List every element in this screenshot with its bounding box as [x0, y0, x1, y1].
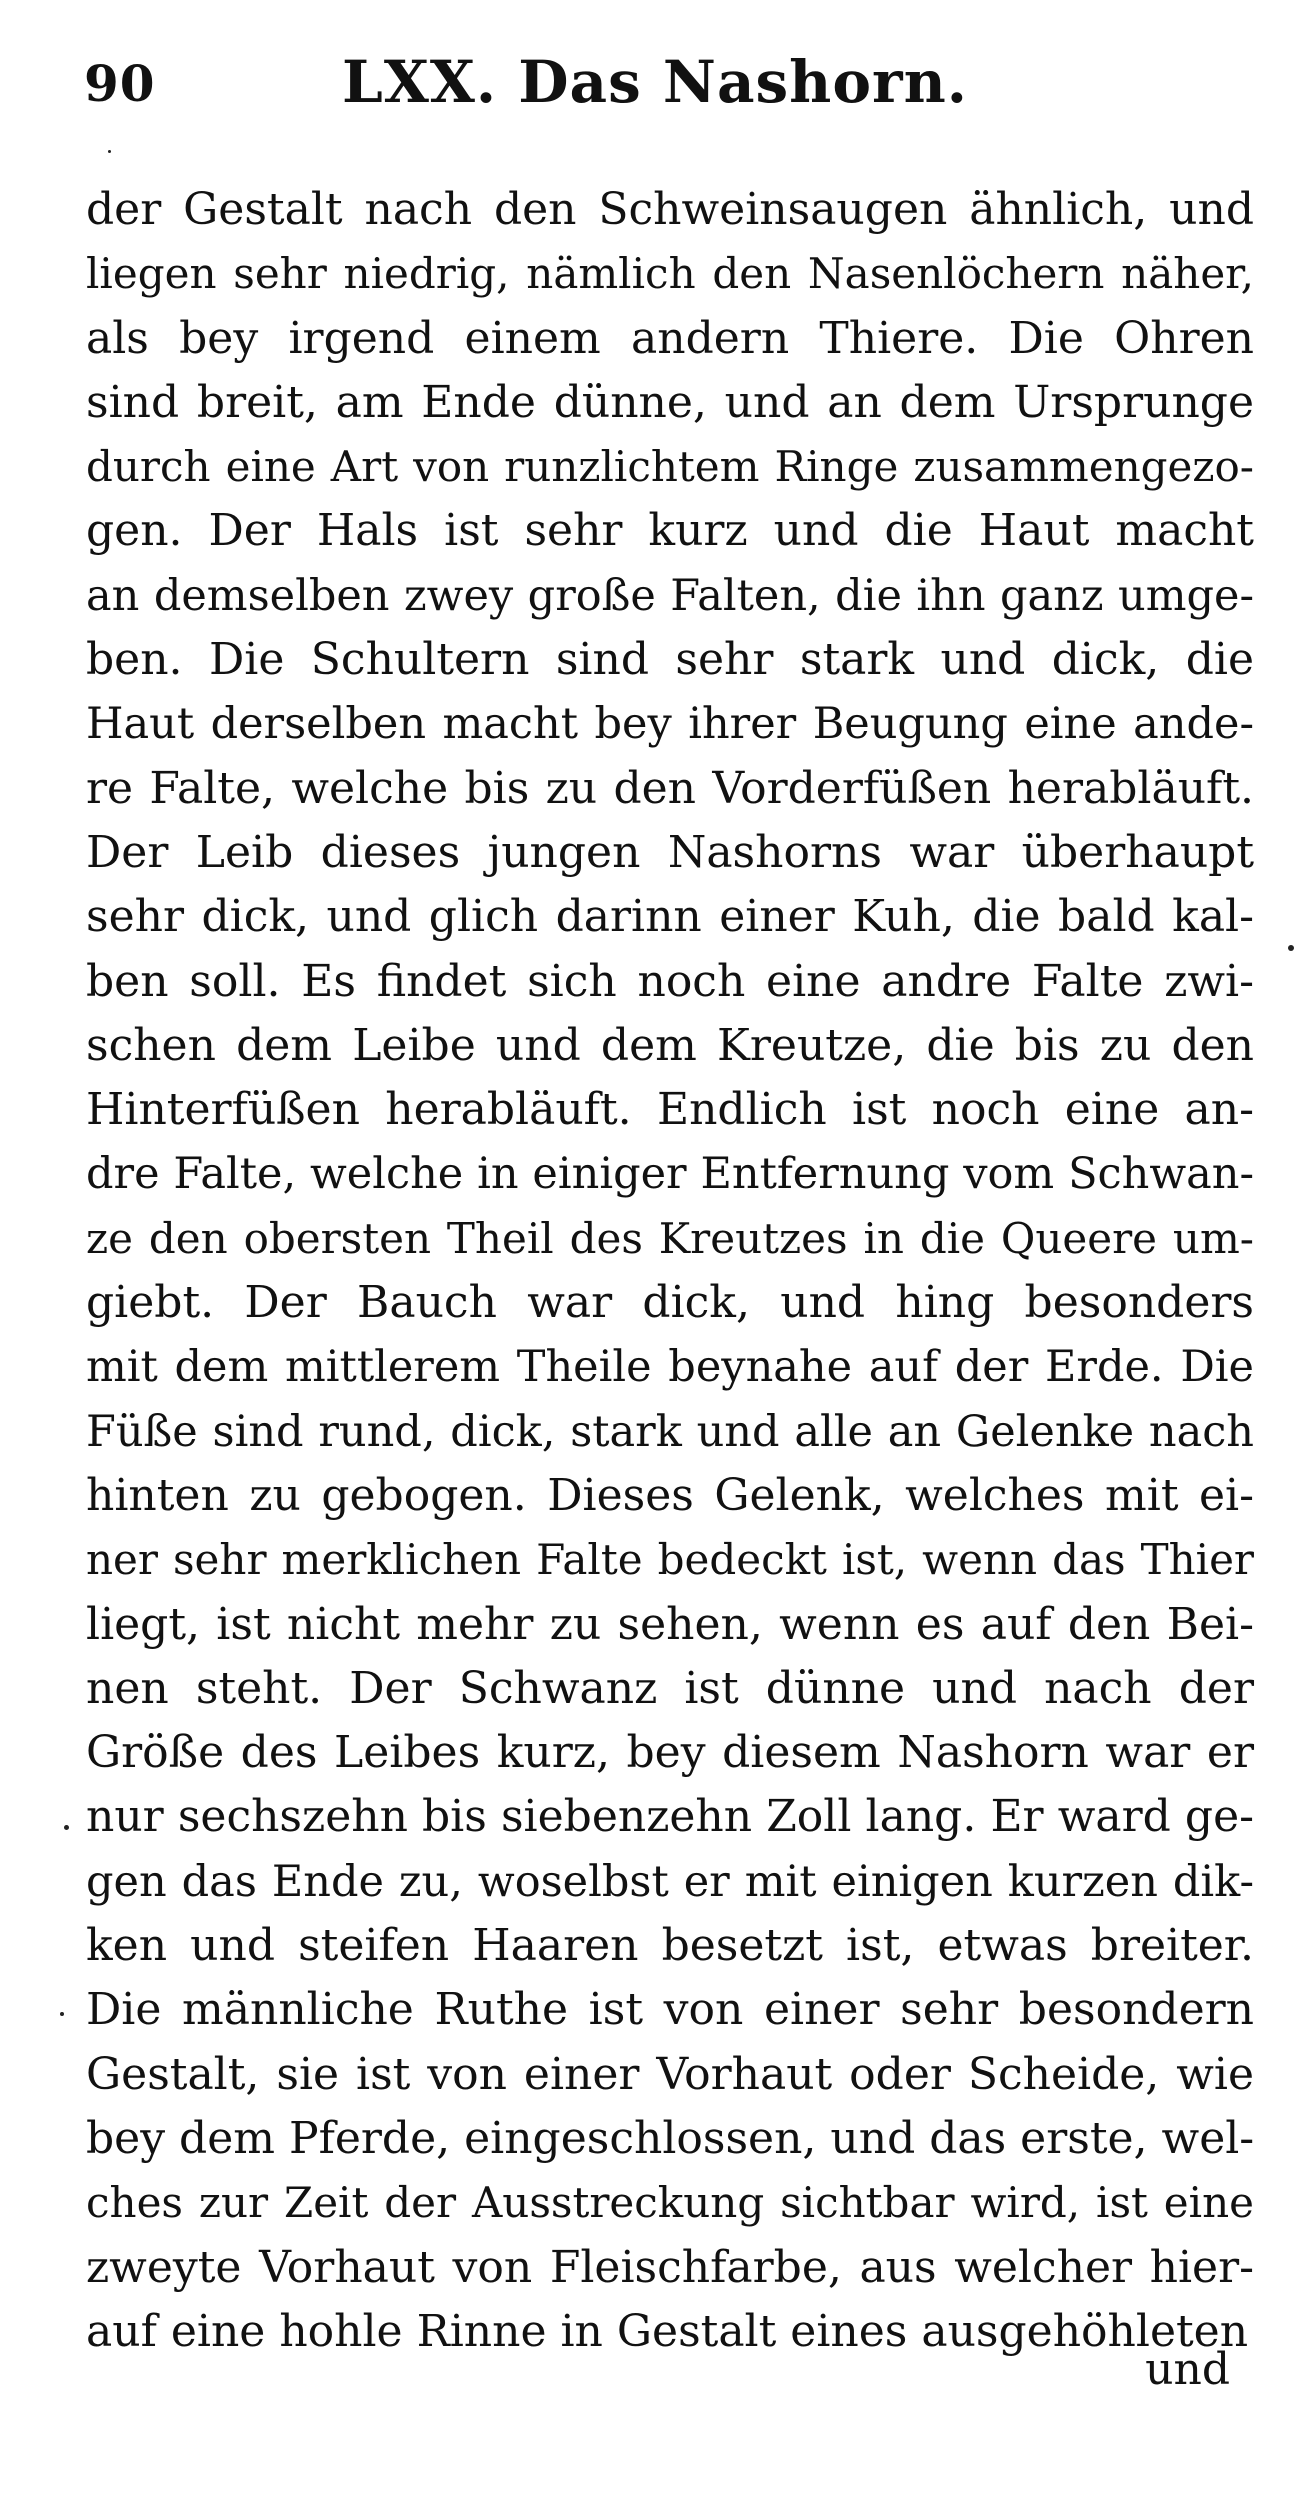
text-line: nur sechszehn bis siebenzehn Zoll lang. Er ward ge-	[86, 1791, 1254, 1843]
page-header	[70, 48, 1240, 128]
body-text	[86, 178, 1254, 2364]
text-line: schen dem Leibe und dem Kreutze, die bis zu den	[86, 1019, 1254, 1071]
text-line: bey dem Pferde, eingeschlossen, und das erste, wel-	[86, 2112, 1255, 2164]
catchword: und	[1145, 2344, 1230, 2395]
text-line: Hinterfüßen herabläuft. Endlich ist noch eine an-	[86, 1084, 1254, 1136]
print-speck	[1288, 945, 1294, 951]
text-line: dre Falte, welche in einiger Entfernung vom Schwan-	[86, 1149, 1254, 1200]
page-number: 90	[84, 54, 156, 113]
text-line: Größe des Leibes kurz, bey diesem Nashorn war er	[86, 1727, 1254, 1779]
text-line: nen steht. Der Schwanz ist dünne und nach der	[86, 1662, 1254, 1714]
text-line: auf eine hohle Rinne in Gestalt eines ausgehöhleten	[86, 2305, 1249, 2357]
text-line: hinten zu gebogen. Dieses Gelenk, welches mit ei-	[86, 1469, 1254, 1521]
text-line: liegen sehr niedrig, nämlich den Nasenlöchern näher,	[86, 249, 1254, 299]
text-line: Füße sind rund, dick, stark und alle an Gelenke nach	[86, 1406, 1254, 1457]
print-speck	[64, 1825, 69, 1830]
text-line: liegt, ist nicht mehr zu sehen, wenn es auf den Bei-	[86, 1598, 1254, 1650]
text-line: sind breit, am Ende dünne, und an dem Ursprunge	[86, 376, 1254, 428]
text-line: der Gestalt nach den Schweinsaugen ähnlich, und	[86, 184, 1254, 235]
text-line: mit dem mittlerem Theile beynahe auf der Erde. Die	[86, 1342, 1254, 1393]
text-line: ben. Die Schultern sind sehr stark und dick, die	[86, 634, 1254, 686]
text-line: zweyte Vorhaut von Fleischfarbe, aus welcher hier-	[86, 2241, 1254, 2293]
text-line: Der Leib dieses jungen Nashorns war überhaupt	[86, 826, 1254, 878]
text-line: Die männliche Ruthe ist von einer sehr besondern	[86, 1984, 1254, 2036]
text-line: durch eine Art von runzlichtem Ringe zusammengezo-	[86, 442, 1254, 492]
text-line: ken und steifen Haaren besetzt ist, etwas breiter.	[86, 1920, 1254, 1972]
text-line: re Falte, welche bis zu den Vorderfüßen herabläuft.	[86, 762, 1254, 814]
text-line: als bey irgend einem andern Thiere. Die Ohren	[86, 312, 1254, 364]
text-line: sehr dick, und glich darinn einer Kuh, die bald kal-	[86, 891, 1254, 943]
text-line: Gestalt, sie ist von einer Vorhaut oder Scheide, wie	[86, 2048, 1254, 2100]
text-line: an demselben zwey große Falten, die ihn ganz umge-	[86, 570, 1254, 621]
print-speck	[108, 150, 111, 153]
text-line: gen das Ende zu, woselbst er mit einigen kurzen dik-	[86, 1856, 1254, 1907]
text-line: giebt. Der Bauch war dick, und hing besonders	[86, 1277, 1254, 1329]
text-line: gen. Der Hals ist sehr kurz und die Haut macht	[86, 505, 1254, 557]
text-line: ben soll. Es findet sich noch eine andre Falte zwi-	[86, 955, 1254, 1007]
text-line: ches zur Zeit der Ausstreckung sichtbar wird, ist eine	[86, 2178, 1254, 2228]
text-line: ze den obersten Theil des Kreutzes in die Queere um-	[86, 1213, 1254, 1263]
running-title: LXX. Das Nashorn.	[342, 48, 968, 116]
print-speck	[60, 2012, 64, 2016]
text-line: Haut derselben macht bey ihrer Beugung eine ande-	[86, 699, 1254, 750]
text-line: ner sehr merklichen Falte bedeckt ist, wenn das Thier	[86, 1535, 1254, 1585]
